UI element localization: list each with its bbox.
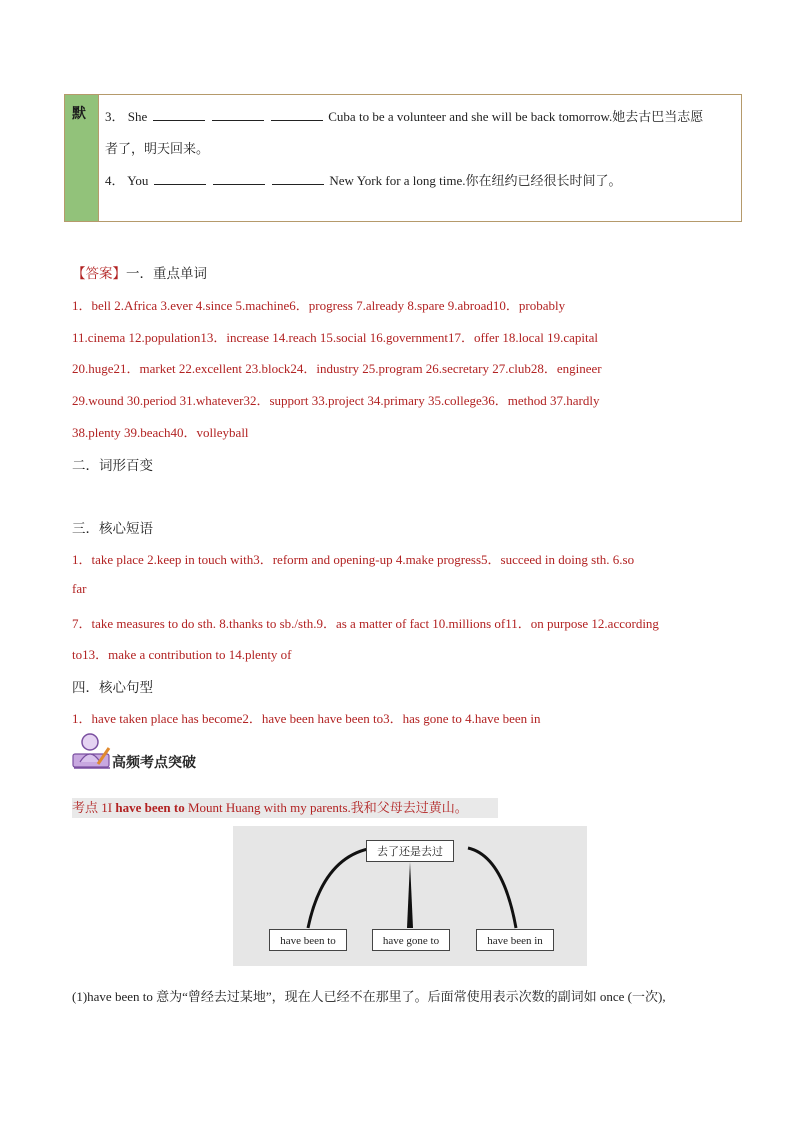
- words-row: 20.huge21．market 22.excellent 23.block24．industry 25.program 26.secretary 27.club28．engineer: [72, 361, 602, 376]
- words-row: 38.plenty 39.beach40．volleyball: [72, 425, 249, 440]
- answer-blank[interactable]: [213, 172, 265, 185]
- phrase-row: 7．take measures to do sth. 8.thanks to sb./sth.9．as a matter of fact 10.millions of11．on purpose 12.according: [72, 616, 659, 631]
- side-label: 默: [72, 106, 86, 122]
- exercise-box-sidebar: [65, 95, 99, 221]
- part3-title: 三．核心短语: [72, 521, 153, 536]
- teacher-icon: [72, 732, 112, 770]
- exercise-box: [64, 94, 742, 222]
- explanation-text: (1)have been to 意为“曾经去过某地”，现在人已经不在那里了。后面常使用表示次数的副词如 once (一次),: [72, 989, 666, 1004]
- kaodian-i: I: [107, 800, 116, 815]
- kaodian-label: 考点 1: [72, 800, 108, 815]
- answer-blank[interactable]: [154, 172, 206, 185]
- answer-blank[interactable]: [272, 172, 324, 185]
- part2-title: 二．词形百变: [72, 458, 153, 473]
- diagram-top-box: 去了还是去过: [366, 840, 454, 862]
- question-number: 3．: [105, 109, 125, 124]
- kaodian-rest: Mount Huang with my parents.我和父母去过黄山。: [184, 800, 468, 815]
- section-title: 高频考点突破: [112, 755, 196, 771]
- part4-title: 四．核心句型: [72, 680, 153, 695]
- question-subject: You: [127, 173, 149, 188]
- answer-blank[interactable]: [212, 108, 264, 121]
- phrase-row: far: [72, 581, 87, 596]
- question-3-line2: 者了，明天回来。: [105, 141, 210, 156]
- answers-heading: [72, 262, 207, 282]
- sentence-row: 1．have taken place has become2．have been have been to3．has gone to 4.have been in: [72, 711, 541, 726]
- answer-blank[interactable]: [153, 108, 205, 121]
- words-row: 29.wound 30.period 31.whatever32．support 33.project 34.primary 35.college36．method 37.hardly: [72, 393, 600, 408]
- kaodian-line: [72, 798, 498, 818]
- diagram-right-box: have been in: [476, 929, 554, 951]
- question-3: [105, 101, 733, 133]
- diagram: [233, 826, 587, 966]
- question-4: [105, 165, 733, 197]
- kaodian-bold: have been to: [115, 800, 185, 815]
- diagram-left-box: have been to: [269, 929, 347, 951]
- words-row: 11.cinema 12.population13．increase 14.reach 15.social 16.government17．offer 18.local 19.capital: [72, 330, 598, 345]
- answer-blank[interactable]: [271, 108, 323, 121]
- question-number: 4．: [105, 173, 125, 188]
- question-text: Cuba to be a volunteer and she will be back tomorrow.她去古巴当志愿: [328, 109, 704, 124]
- answer-label: 【答案】: [72, 266, 126, 281]
- exercise-content: [105, 101, 733, 197]
- question-subject: She: [127, 109, 148, 124]
- phrase-row: 1．take place 2.keep in touch with3．reform and opening-up 4.make progress5．succeed in doing sth. 6.so: [72, 552, 635, 567]
- question-text: New York for a long time.你在纽约已经很长时间了。: [329, 173, 622, 188]
- words-row: 1．bell 2.Africa 3.ever 4.since 5.machine6．progress 7.already 8.spare 9.abroad10．probably: [72, 298, 566, 313]
- part1-title: 一．重点单词: [126, 266, 207, 281]
- phrase-row: to13．make a contribution to 14.plenty of: [72, 647, 292, 662]
- diagram-middle-box: have gone to: [372, 929, 450, 951]
